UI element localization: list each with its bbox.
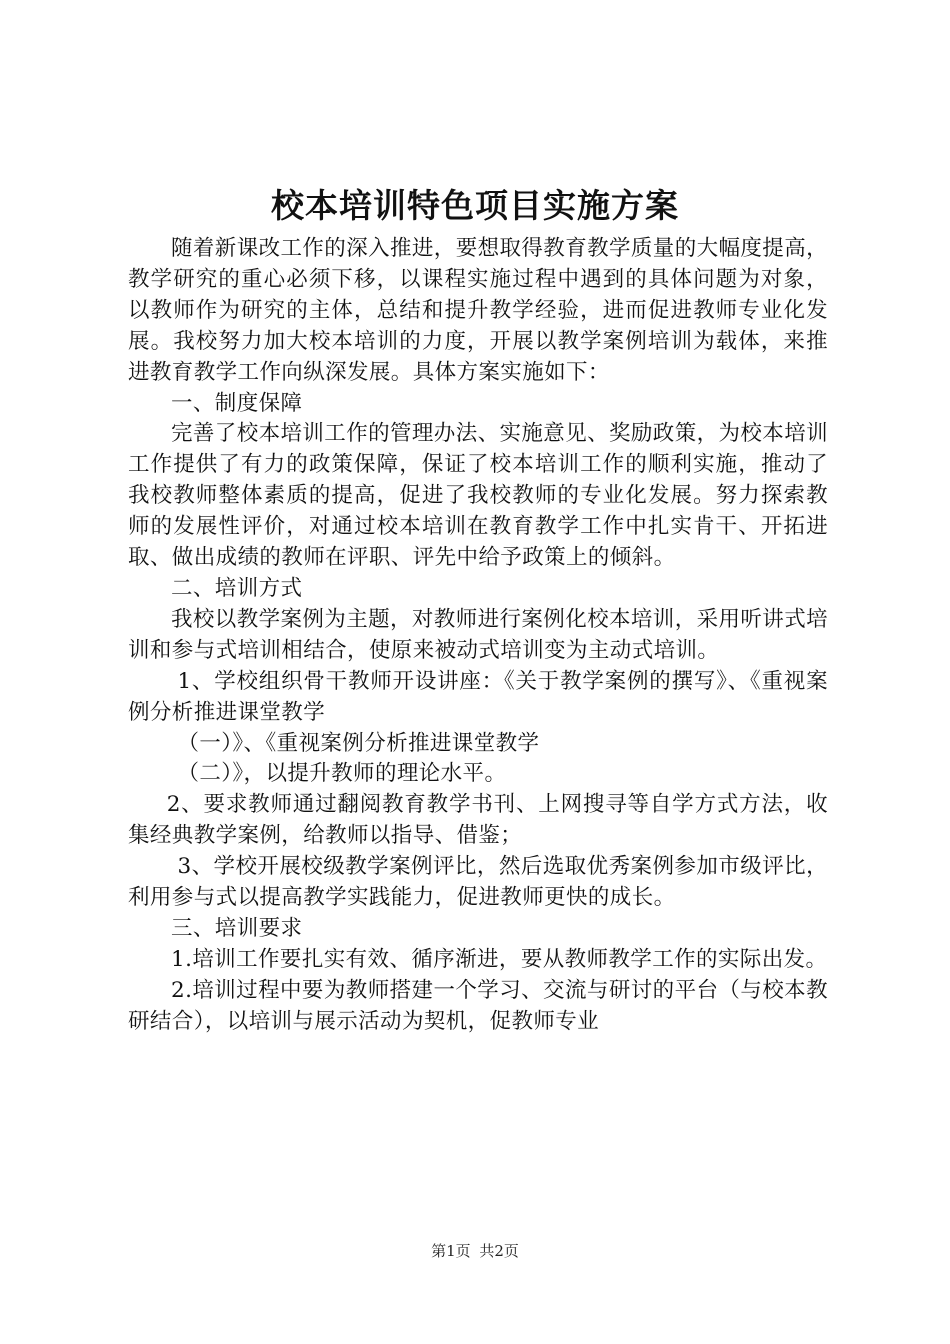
section-2-item-3: 3、学校开展校级教学案例评比，然后选取优秀案例参加市级评比，利用参与式以提高教学实践能力，促进教师更快的成长。 (128, 854, 828, 911)
section-heading-2: 二、培训方式 (171, 575, 303, 601)
page-total: 共2页 (479, 1242, 519, 1260)
section-heading-1: 一、制度保障 (171, 390, 303, 416)
section-1-paragraph: 完善了校本培训工作的管理办法、实施意见、奖励政策，为校本培训工作提供了有力的政策保障，保证了校本培训工作的顺利实施，推动了我校教师整体素质的提高，促进了我校教师的专业化发展。努力探索教师的发展性评价，对通过校本培训在教育教学工作中扎实肯干、开拓进取、做出成绩的教师在评职、评先中给予政策上的倾斜。 (128, 421, 829, 571)
section-2-item-2: 2、要求教师通过翻阅教育教学书刊、上网搜寻等自学方式方法，收集经典教学案例，给教师以指导、借鉴； (128, 792, 828, 849)
section-2-item-1-cont-a: （一）》、《重视案例分析推进课堂教学 (177, 730, 540, 756)
section-heading-3: 三、培训要求 (171, 915, 303, 941)
page-footer (0, 1240, 950, 1262)
section-3-item-2: 2.培训过程中要为教师搭建一个学习、交流与研讨的平台（与校本教研结合），以培训与展示活动为契机，促教师专业 (128, 977, 828, 1034)
document-body (128, 234, 828, 1038)
intro-paragraph: 随着新课改工作的深入推进，要想取得教育教学质量的大幅度提高，教学研究的重心必须下移，以课程实施过程中遇到的具体问题为对象，以教师作为研究的主体，总结和提升教学经验，进而促进教师专业化发展。我校努力加大校本培训的力度，开展以教学案例培训为载体，来推进教育教学工作向纵深发展。具体方案实施如下： (128, 236, 829, 385)
section-3-item-1: 1.培训工作要扎实有效、循序渐进，要从教师教学工作的实际出发。 (171, 946, 828, 972)
section-2-paragraph: 我校以教学案例为主题，对教师进行案例化校本培训，采用听讲式培训和参与式培训相结合，使原来被动式培训变为主动式培训。 (128, 606, 829, 663)
page-number: 第1页 (431, 1242, 471, 1260)
section-2-item-1: 1、学校组织骨干教师开设讲座：《关于教学案例的撰写》、《重视案例分析推进课堂教学 (128, 668, 828, 725)
section-2-item-1-cont-b: （二）》，以提升教师的理论水平。 (177, 761, 507, 787)
document-title: 校本培训特色项目实施方案 (271, 186, 679, 225)
